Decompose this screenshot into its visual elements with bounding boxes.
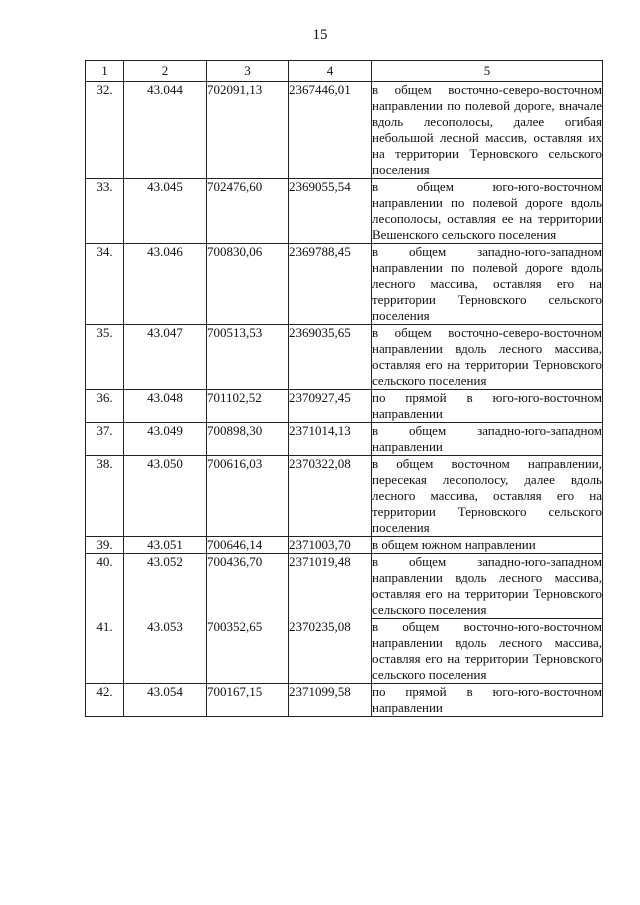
direction-description: в общем западно-юго-западном направлении (372, 423, 602, 454)
x-coordinate: 700436,70 (207, 554, 289, 619)
y-coordinate: 2371099,58 (289, 684, 372, 717)
y-coordinate: 2371014,13 (289, 423, 372, 456)
row-number: 33. (86, 179, 124, 244)
column-header: 4 (289, 61, 372, 82)
point-code: 43.050 (124, 456, 207, 537)
y-coordinate: 2369788,45 (289, 244, 372, 325)
table-row (86, 684, 603, 717)
direction-description: в общем южном направлении (372, 537, 603, 554)
y-coordinate: 2370322,08 (289, 456, 372, 537)
x-coordinate: 700352,65 (207, 619, 289, 684)
row-number: 40. (86, 554, 124, 619)
x-coordinate: 701102,52 (207, 390, 289, 423)
x-coordinate: 700898,30 (207, 423, 289, 456)
table-row (86, 423, 603, 456)
point-code: 43.045 (124, 179, 207, 244)
point-code: 43.053 (124, 619, 207, 684)
point-code: 43.047 (124, 325, 207, 390)
row-number: 32. (86, 82, 124, 179)
direction-description: в общем восточно-юго-восточном направлении вдоль лесного массива, оставляя его на территории Терновского сельского поселения (372, 619, 602, 682)
column-header: 5 (372, 61, 603, 82)
table-row (86, 325, 603, 390)
y-coordinate: 2371019,48 (289, 554, 372, 619)
y-coordinate: 2370235,08 (289, 619, 372, 684)
row-number: 37. (86, 423, 124, 456)
direction-description: в общем юго-юго-восточном направлении по полевой дороге вдоль лесополосы, оставляя ее на территории Вешенского сельского поселения (372, 179, 602, 242)
column-header: 2 (124, 61, 207, 82)
table-row (86, 537, 603, 554)
point-code: 43.044 (124, 82, 207, 179)
direction-description: в общем восточно-северо-восточном направлении вдоль лесного массива, оставляя его на территории Терновского сельского поселения (372, 325, 602, 388)
direction-description: по прямой в юго-юго-восточном направлении (372, 684, 602, 715)
table-header-row (86, 61, 603, 82)
direction-description: в общем восточно-северо-восточном направлении по полевой дороге, вначале вдоль лесополосы, далее огибая небольшой лесной массив, оставляя их на территории Терновского сельского поселения (372, 82, 602, 177)
point-code: 43.046 (124, 244, 207, 325)
direction-description: в общем западно-юго-западном направлении вдоль лесного массива, оставляя его на территории Терновского сельского поселения (372, 554, 602, 617)
column-header: 3 (207, 61, 289, 82)
x-coordinate: 700513,53 (207, 325, 289, 390)
x-coordinate: 700616,03 (207, 456, 289, 537)
table-row (86, 179, 603, 244)
table-row (86, 82, 603, 179)
x-coordinate: 700830,06 (207, 244, 289, 325)
direction-description: в общем восточном направлении, пересекая лесополосу, далее вдоль лесного массива, оставляя его на территории Терновского сельского поселения (372, 456, 602, 535)
x-coordinate: 700167,15 (207, 684, 289, 717)
table-row (86, 456, 603, 537)
point-code: 43.049 (124, 423, 207, 456)
y-coordinate: 2369035,65 (289, 325, 372, 390)
y-coordinate: 2367446,01 (289, 82, 372, 179)
x-coordinate: 702091,13 (207, 82, 289, 179)
point-code: 43.051 (124, 537, 207, 554)
direction-description: по прямой в юго-юго-восточном направлении (372, 390, 602, 421)
point-code: 43.052 (124, 554, 207, 619)
point-code: 43.048 (124, 390, 207, 423)
x-coordinate: 702476,60 (207, 179, 289, 244)
row-number: 39. (86, 537, 124, 554)
row-number: 36. (86, 390, 124, 423)
table-row (86, 390, 603, 423)
boundary-points-table (85, 60, 603, 717)
column-header: 1 (86, 61, 124, 82)
table-row (86, 244, 603, 325)
point-code: 43.054 (124, 684, 207, 717)
table-row (86, 619, 603, 684)
x-coordinate: 700646,14 (207, 537, 289, 554)
row-number: 41. (86, 619, 124, 684)
direction-description: в общем западно-юго-западном направлении по полевой дороге вдоль лесного массива, оставляя его на территории Терновского сельского поселения (372, 244, 602, 323)
row-number: 34. (86, 244, 124, 325)
row-number: 42. (86, 684, 124, 717)
row-number: 35. (86, 325, 124, 390)
row-number: 38. (86, 456, 124, 537)
y-coordinate: 2369055,54 (289, 179, 372, 244)
y-coordinate: 2371003,70 (289, 537, 372, 554)
table-row (86, 554, 603, 619)
page-number: 15 (312, 27, 328, 43)
y-coordinate: 2370927,45 (289, 390, 372, 423)
